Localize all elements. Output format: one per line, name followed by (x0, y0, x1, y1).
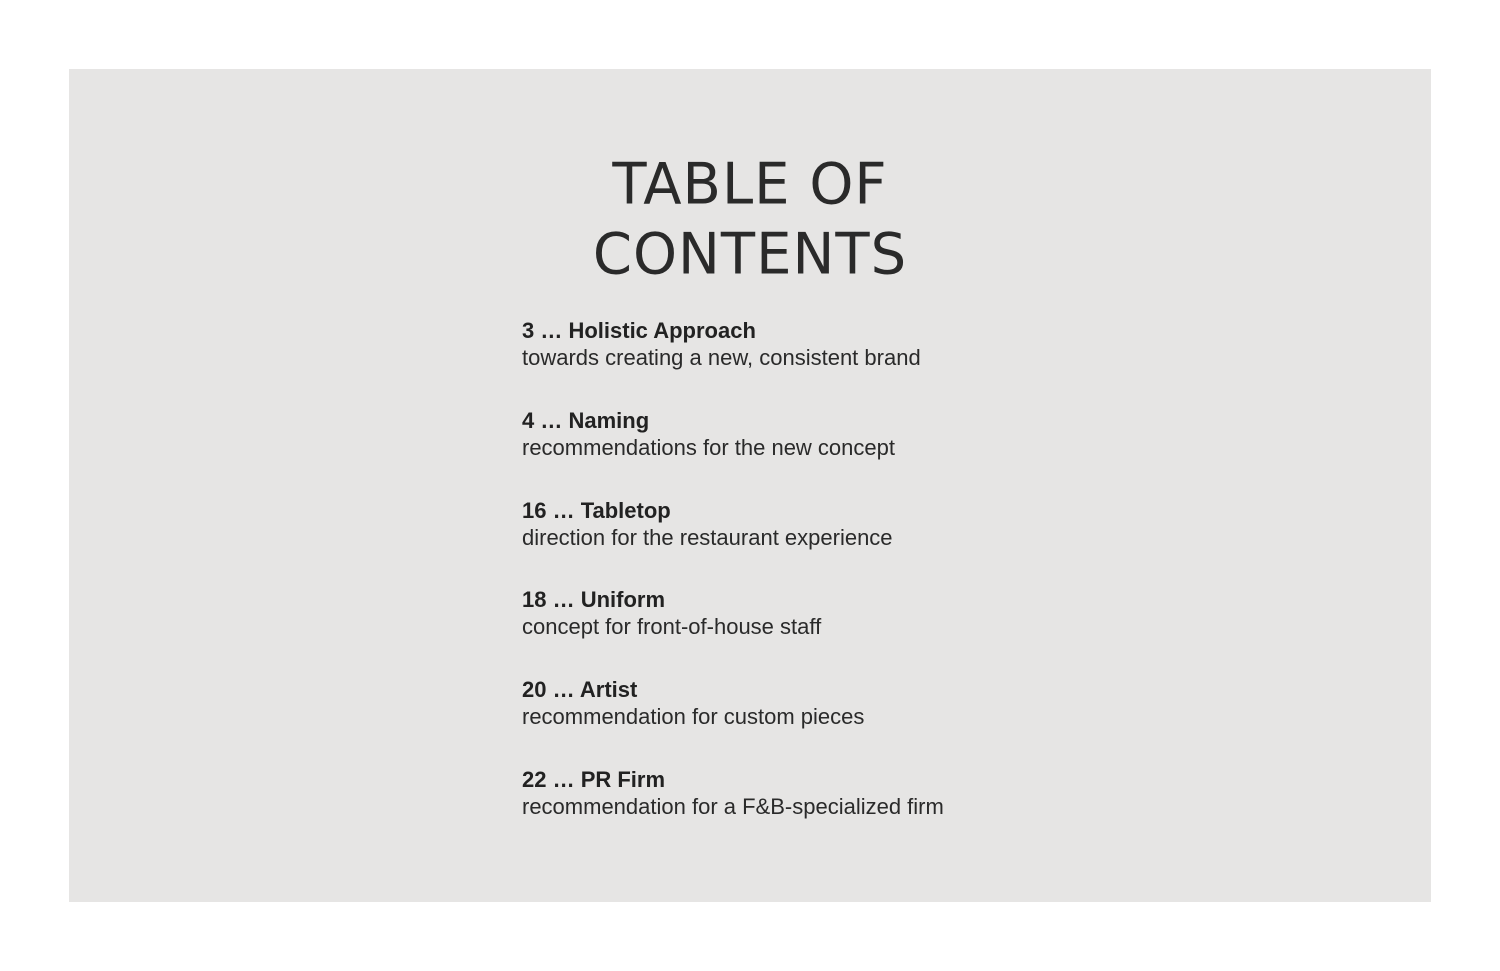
toc-entry-heading: 18 … Uniform (522, 587, 666, 613)
toc-entry-description: concept for front-of-house staff (522, 614, 822, 640)
toc-entry-description: direction for the restaurant experience (522, 524, 893, 550)
toc-entry-uniform[interactable] (522, 587, 1162, 677)
title-line-1: TABLE OF (612, 151, 888, 218)
toc-entry-heading: 3 … Holistic Approach (522, 318, 756, 343)
toc-entry-description: recommendation for a F&B-specialized firm (522, 793, 944, 819)
toc-entry-naming[interactable] (522, 408, 1162, 498)
toc-entry-heading: 22 … PR Firm (522, 766, 666, 792)
toc-entry-heading: 16 … Tabletop (522, 497, 671, 523)
toc-entry-heading: 20 … Artist (522, 677, 638, 703)
toc-entry-description: towards creating a new, consistent brand (522, 345, 921, 370)
toc-entry-tabletop[interactable] (522, 498, 1162, 588)
toc-entry-artist[interactable] (522, 677, 1162, 767)
toc-entry-holistic-approach[interactable] (522, 318, 1162, 408)
toc-entry-pr-firm[interactable] (522, 767, 1162, 857)
title-line-2: CONTENTS (592, 221, 908, 288)
toc-entry-description: recommendations for the new concept (522, 434, 895, 460)
toc-entry-description: recommendation for custom pieces (522, 704, 865, 730)
page-title (0, 150, 1500, 290)
toc-entry-heading: 4 … Naming (522, 407, 650, 433)
table-of-contents-list (522, 318, 1162, 857)
